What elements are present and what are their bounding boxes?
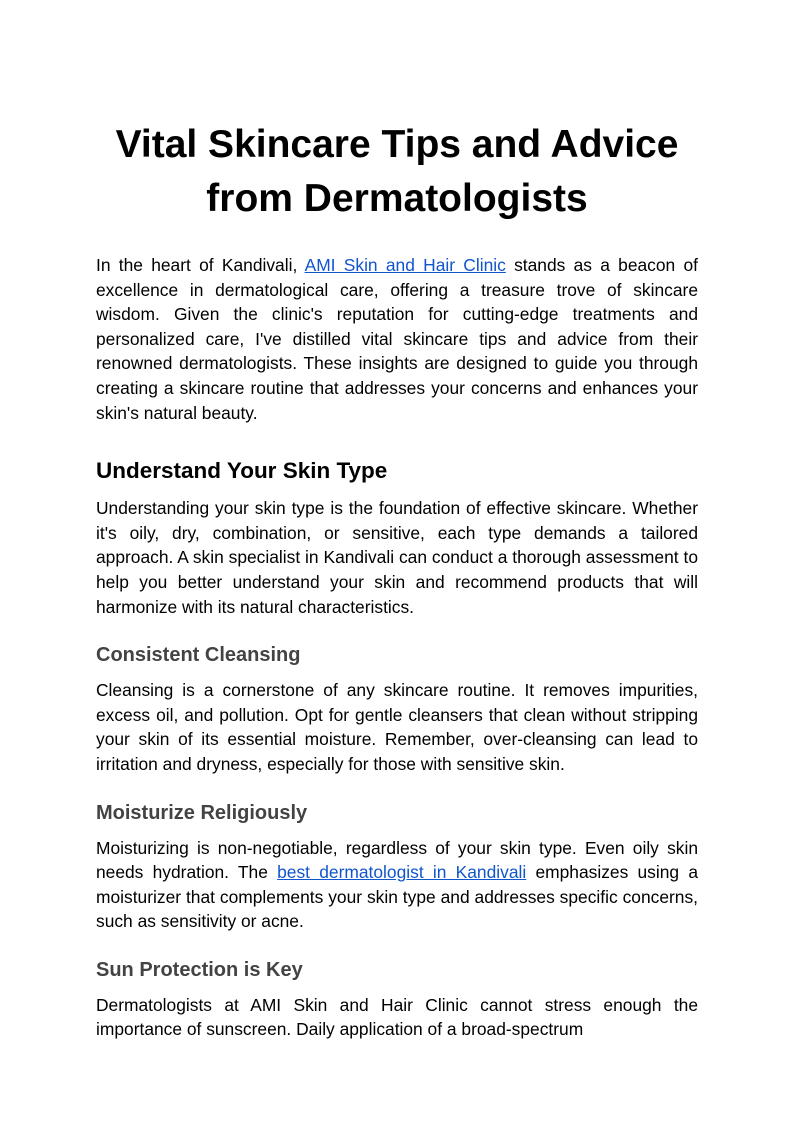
moisturize-heading: Moisturize Religiously <box>96 801 308 824</box>
intro-paragraph <box>96 253 698 425</box>
page-title: Vital Skincare Tips and Advice from Dermatologists <box>115 123 679 220</box>
cleansing-paragraph: Cleansing is a cornerstone of any skincare routine. It removes impurities, excess oil, and pollution. Opt for gentle cleansers that clean without stripping your skin of its essential moisture. Remember, over-cleansing can lead to irritation and dryness, especially for those with sensitive skin. <box>96 680 698 774</box>
clinic-link[interactable]: AMI Skin and Hair Clinic <box>304 255 506 275</box>
intro-text-before: In the heart of Kandivali, <box>96 255 305 275</box>
skin-type-paragraph: Understanding your skin type is the foundation of effective skincare. Whether it's oily, dry, combination, or sensitive, each type demands a tailored approach. A skin specialist in Kandivali can conduct a thorough assessment to help you better understand your skin and recommend products that will harmonize with its natural characteristics. <box>96 498 698 617</box>
document-page <box>96 118 698 1042</box>
sun-protection-paragraph: Dermatologists at AMI Skin and Hair Clinic cannot stress enough the importance of sunscreen. Daily application of a broad-spectrum <box>96 994 698 1040</box>
skin-type-heading: Understand Your Skin Type <box>96 458 388 484</box>
cleansing-heading: Consistent Cleansing <box>96 644 301 667</box>
moisturize-text-after: emphasizes using a moisturizer that complements your skin type and addresses specific concerns, such as sensitivity or acne. <box>96 862 698 932</box>
intro-text-after: stands as a beacon of excellence in dermatological care, offering a treasure trove of skincare wisdom. Given the clinic's reputation for cutting-edge treatments and personalized care, I've distilled vital skincare tips and advice from their renowned dermatologists. These insights are designed to guide you through creating a skincare routine that addresses your concerns and enhances your skin's natural beauty. <box>96 255 698 423</box>
sun-protection-heading: Sun Protection is Key <box>96 958 303 981</box>
moisturize-paragraph <box>96 836 698 934</box>
moisturize-text-before: Moisturizing is non-negotiable, regardless of your skin type. Even oily skin needs hydration. The <box>96 837 698 883</box>
dermatologist-link[interactable]: best dermatologist in Kandivali <box>277 862 527 883</box>
